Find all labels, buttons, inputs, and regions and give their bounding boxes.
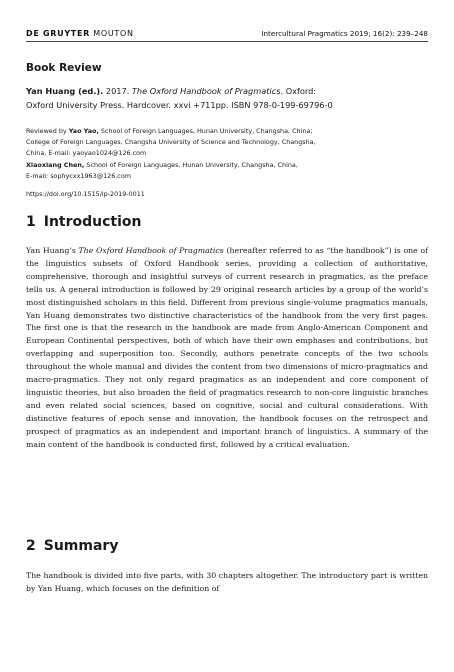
journal-citation: Intercultural Pragmatics 2019; 16(2): 239–248 — [261, 28, 428, 38]
intro-paragraph: Yan Huang’s The Oxford Handbook of Pragmatics (hereafter referred to as “the handbook”) is one of the linguistics subsets of Oxford Handbook series, providing a collection of authoritative, comprehensive, thorough and insightful surveys of current research in pragmatics, as the preface tells us. A general introduction is followed by 29 original research articles by a group of the world’s most distinguished scholars in this field. Different from previous single-volume pragmatics manuals, Yan Huang demonstrates two distinctive characteristics of the handbook from the very first pages. The first one is that the research in the handbook are made from Anglo-American Component and European Continental perspectives, both of which have their own emphases and contributions, but overlapping and superposition too. Secondly, authors penetrate concepts of the two schools throughout the whole manual and divides the content from two dimensions of micro-pragmatics and macro-pragmatics. They not only regard pragmatics as an independent and core component of linguistic theories, but also broaden the field of pragmatics research to non-core linguistic branches and even related social sciences, based on cognitive, social and cultural considerations. With distinctive features of epoch sense and innovation, the handbook focuses on the retrospect and prospect of pragmatics as an independent and important branch of linguistics. A summary of the main content of the handbook is conducted first, followed by a critical evaluation. — [26, 246, 429, 449]
citation-editor: Yan Huang (ed.). — [26, 86, 104, 96]
reviewer-email-1: China, E-mail: yaoyao1024@126.com — [26, 149, 147, 158]
citation-publisher-line: Oxford University Press. Hardcover. xxvi +711pp. ISBN 978-0-199-69796-0 — [26, 100, 333, 110]
citation-title: The Oxford Handbook of Pragmatics — [131, 86, 281, 96]
running-header — [26, 26, 428, 40]
reviewer-name-2: Xiaoxiang Chen, — [26, 160, 85, 169]
reviewer-email-2: E-mail: sophycxx1963@126.com — [26, 171, 131, 180]
reviewer-name-1: Yao Yao, — [68, 127, 99, 135]
heading-summary: 2 Summary — [26, 538, 119, 554]
doi-link[interactable]: https://doi.org/10.1515/ip-2019-0011 — [26, 190, 145, 198]
summary-paragraph: The handbook is divided into five parts, with 30 chapters altogether. The introductory part is written by Yan Huang, which focuses on the definition of — [26, 571, 428, 593]
citation-year: 2017. — [105, 86, 130, 96]
header-rule — [26, 41, 428, 42]
heading-introduction: 1 Introduction — [26, 214, 142, 230]
book-citation — [26, 84, 426, 112]
publisher-logo: DE GRUYTER MOUTON — [26, 28, 134, 38]
citation-place: . Oxford: — [280, 86, 317, 96]
section-label: Book Review — [26, 62, 102, 74]
reviewer-info: Reviewed by Yao Yao, School of Foreign Languages, Hunan University, Changsha, China; College of Foreign Languages, Changsha University of Science and Technology, Changsha, China, E-mail: yaoyao1024@126.com Xiaoxiang Chen, School of Foreign Languages, Hunan University, Changsha, China, E-mail: sophycxx1963@126.com — [26, 127, 316, 180]
